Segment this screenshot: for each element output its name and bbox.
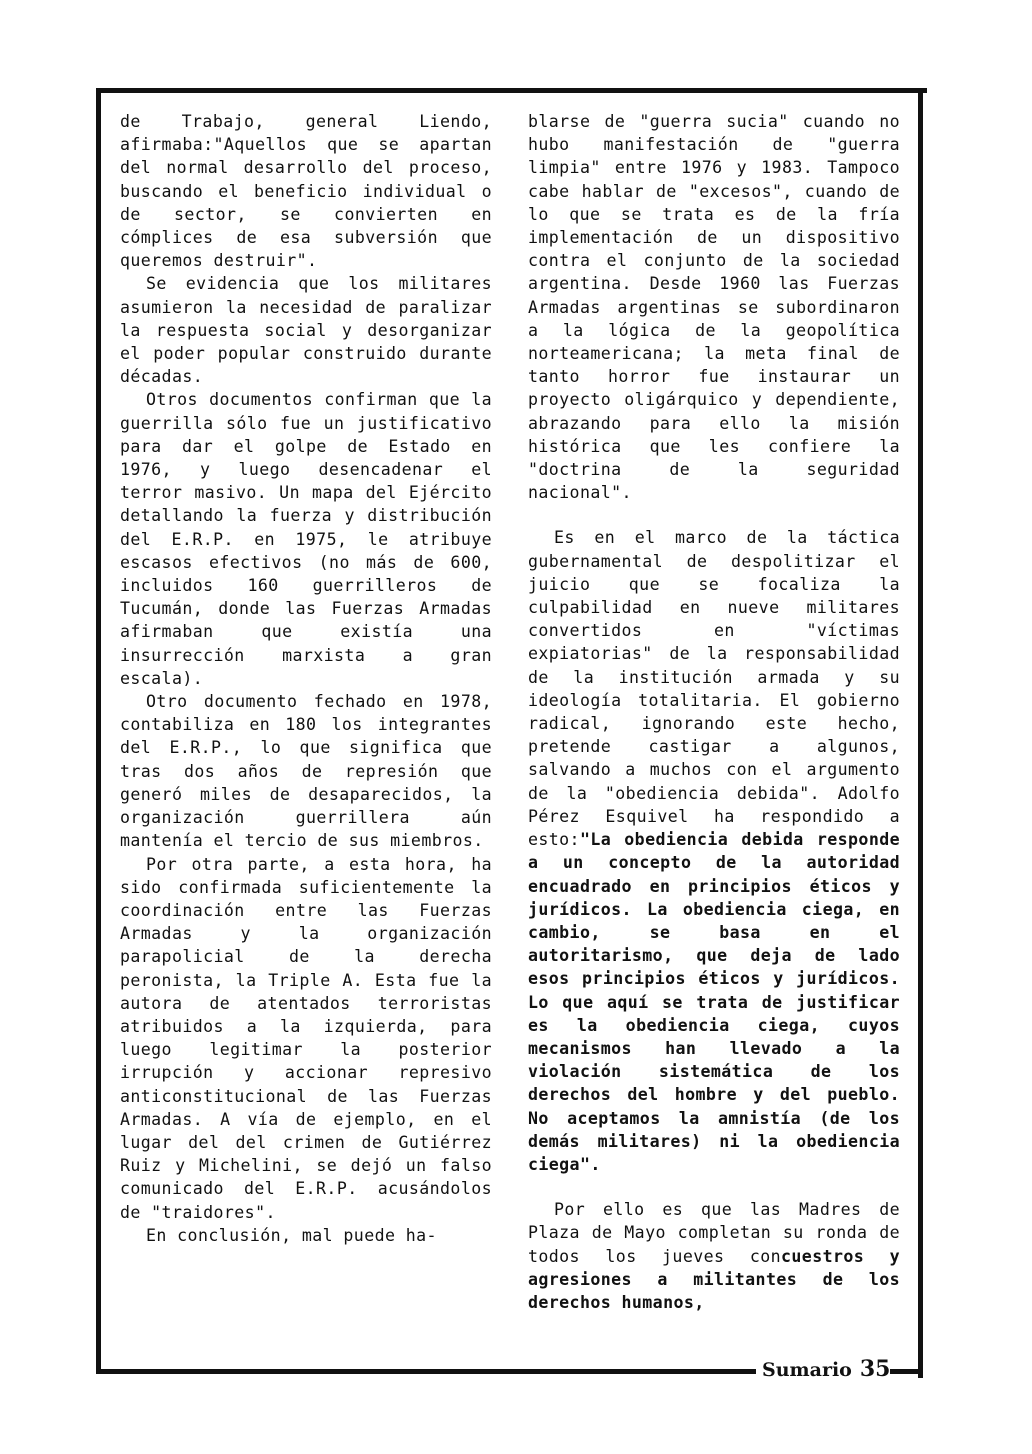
frame-bottom-rule: [96, 1369, 756, 1374]
paragraph: Se evidencia que los militares asumieron la necesidad de paralizar la respuesta social y desorganizar el poder popular construido durante décadas.: [120, 274, 492, 387]
paragraph: [528, 1198, 900, 1314]
paragraph: blarse de "guerra sucia" cuando no hubo manifestación de "guerra limpia" entre 1976 y 1983. Tampoco cabe hablar de "excesos", cuando de lo que se trata es de la fría implementación de un dispositivo contra el conjunto de la sociedad argentina. Desde 1960 las Fuerzas Armadas argentinas se subordinaron a la lógica de la geopolítica norteamericana; la meta final de tanto horror fue instaurar un proyecto oligárquico y dependiente, abrazando para ello la misión histórica que les confiere la "doctrina de la seguridad nacional".: [528, 112, 900, 503]
footer-label: Sumario: [762, 1359, 852, 1381]
right-column: [528, 110, 900, 1314]
paragraph: Otros documentos confirman que la guerrilla sólo fue un justificativo para dar el golpe de Estado en 1976, y luego desencadenar el terror masivo. Un mapa del Ejército detallando la fuerza y distribución del E.R.P. en 1975, le atribuye escasos efectivos (no más de 600, incluidos 160 guerrilleros de Tucumán, donde las Fuerzas Armadas afirmaban que existía una insurrección marxista a gran escala).: [120, 390, 492, 688]
frame-left-rule: [96, 88, 101, 1374]
quote-text: "La obediencia debida responde a un concepto de la autoridad encuadrado en principios éticos y jurídicos. La obediencia ciega, en cambio, se basa en el autoritarismo, que deja de lado esos principios éticos y jurídicos. Lo que aquí se trata de justificar es la obediencia ciega, cuyos mecanismos han llevado a la violación sistemática de los derechos del hombre y del pueblo. No aceptamos la amnistía (de los demás militares) ni la obediencia ciega".: [528, 830, 900, 1174]
left-column: [120, 110, 492, 1247]
frame-bottom-tail: [890, 1369, 923, 1374]
frame-right-rule: [918, 88, 923, 1378]
paragraph: de Trabajo, general Liendo, afirmaba:"Aquellos que se apartan del normal desarrollo del proceso, buscando el beneficio individual o de sector, se convierten en cómplices de esa subversión que queremos destruir".: [120, 112, 492, 271]
page-footer: [762, 1356, 890, 1382]
paragraph: En conclusión, mal puede ha-: [146, 1225, 437, 1245]
emphasis-text: cuestros y agresiones a militantes de los derechos humanos,: [528, 1246, 901, 1312]
paragraph-text: Por ello es que las Madres de Plaza de Mayo completan su ronda de todos los jueves con: [528, 1200, 900, 1266]
frame-top-rule: [98, 88, 927, 93]
paragraph-text: Es en el marco de la táctica gubernamental de despolitizar el juicio que se focaliza la culpabilidad en nueve militares convertidos en "víctimas expiatorias" de la responsabilidad de la institución armada y su ideología totalitaria. El gobierno radical, ignorando este hecho, pretende castigar a algunos, salvando a muchos con el argumento de la "obediencia debida". Adolfo Pérez Esquivel ha respondido a esto:: [528, 528, 900, 850]
paragraph: Otro documento fechado en 1978, contabiliza en 180 los integrantes del E.R.P., lo que significa que tras dos años de represión que generó miles de desaparecidos, la organización guerrillera aún mantenía el tercio de sus miembros.: [120, 692, 492, 851]
paragraph: [528, 526, 900, 1176]
page-number: 35: [859, 1356, 891, 1382]
paragraph: Por otra parte, a esta hora, ha sido confirmada suficientemente la coordinación entre las Fuerzas Armadas y la organización parapolicial de la derecha peronista, la Triple A. Esta fue la autora de atentados terroristas atribuidos a la izquierda, para luego legitimar la posterior irrupción y accionar represivo anticonstitucional de las Fuerzas Armadas. A vía de ejemplo, en el lugar del del crimen de Gutiérrez Ruiz y Michelini, se dejó un falso comunicado del E.R.P. acusándolos de "traidores".: [120, 854, 492, 1222]
